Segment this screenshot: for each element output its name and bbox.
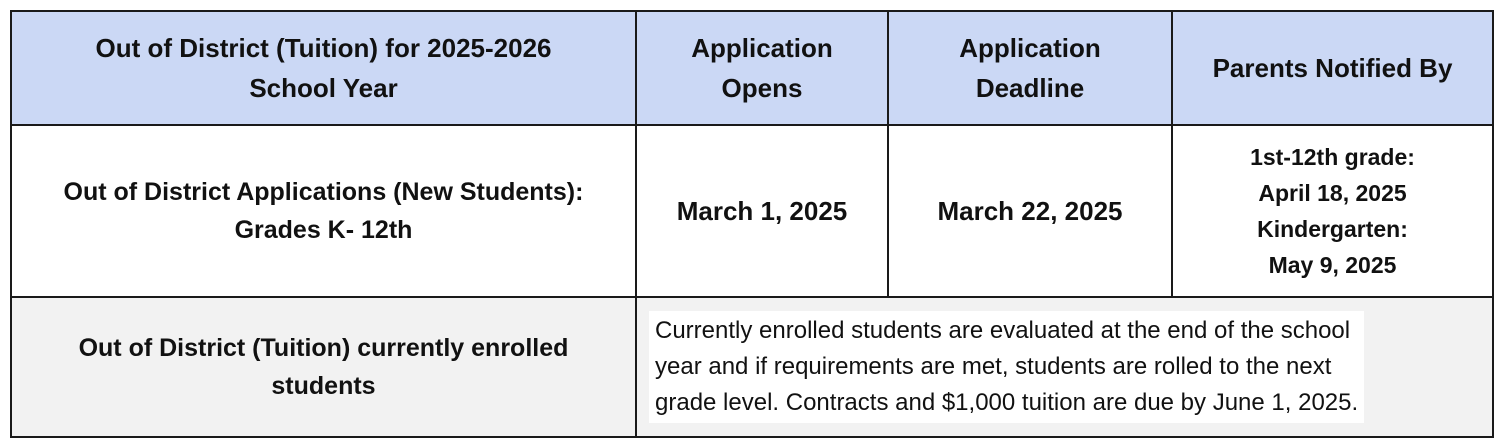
enrolled-students-note bbox=[636, 297, 1493, 437]
header-notified-text: Parents Notified By bbox=[1212, 53, 1453, 83]
notify-grades-date: April 18, 2025 bbox=[1258, 180, 1407, 206]
notify-kindergarten-date: May 9, 2025 bbox=[1268, 252, 1397, 278]
enrolled-label-line1: Out of District (Tuition) currently enrolled bbox=[78, 334, 569, 362]
header-school-year bbox=[11, 11, 636, 125]
notify-grades-label: 1st-12th grade: bbox=[1250, 144, 1415, 170]
header-school-year-line2: School Year bbox=[249, 73, 398, 103]
header-opens-line1: Application bbox=[691, 33, 833, 63]
enrolled-note-line2: year and if requirements are met, students are rolled to the next bbox=[655, 353, 1332, 380]
new-students-label-line1: Out of District Applications (New Students): bbox=[63, 178, 584, 206]
application-opens-date: March 1, 2025 bbox=[636, 125, 888, 297]
tuition-schedule-table bbox=[10, 10, 1494, 438]
enrolled-label-line2: students bbox=[271, 372, 376, 400]
new-students-label-line2: Grades K- 12th bbox=[234, 216, 413, 244]
table-row-new-students bbox=[11, 125, 1493, 297]
header-application-opens bbox=[636, 11, 888, 125]
notify-kindergarten-label: Kindergarten: bbox=[1257, 216, 1408, 242]
header-deadline-line1: Application bbox=[959, 33, 1101, 63]
application-deadline-date: March 22, 2025 bbox=[888, 125, 1172, 297]
parents-notified-dates bbox=[1172, 125, 1493, 297]
header-row bbox=[11, 11, 1493, 125]
enrolled-note-line1: Currently enrolled students are evaluated at the end of the school bbox=[655, 317, 1351, 344]
table-row-enrolled-students bbox=[11, 297, 1493, 437]
header-opens-line2: Opens bbox=[721, 73, 803, 103]
header-deadline-line2: Deadline bbox=[975, 73, 1085, 103]
header-application-deadline bbox=[888, 11, 1172, 125]
header-parents-notified bbox=[1172, 11, 1493, 125]
new-students-label bbox=[11, 125, 636, 297]
enrolled-note-text bbox=[649, 311, 1364, 423]
enrolled-students-label bbox=[11, 297, 636, 437]
enrolled-note-line3: grade level. Contracts and $1,000 tuition are due by June 1, 2025. bbox=[655, 389, 1359, 416]
header-school-year-line1: Out of District (Tuition) for 2025-2026 bbox=[95, 33, 552, 63]
